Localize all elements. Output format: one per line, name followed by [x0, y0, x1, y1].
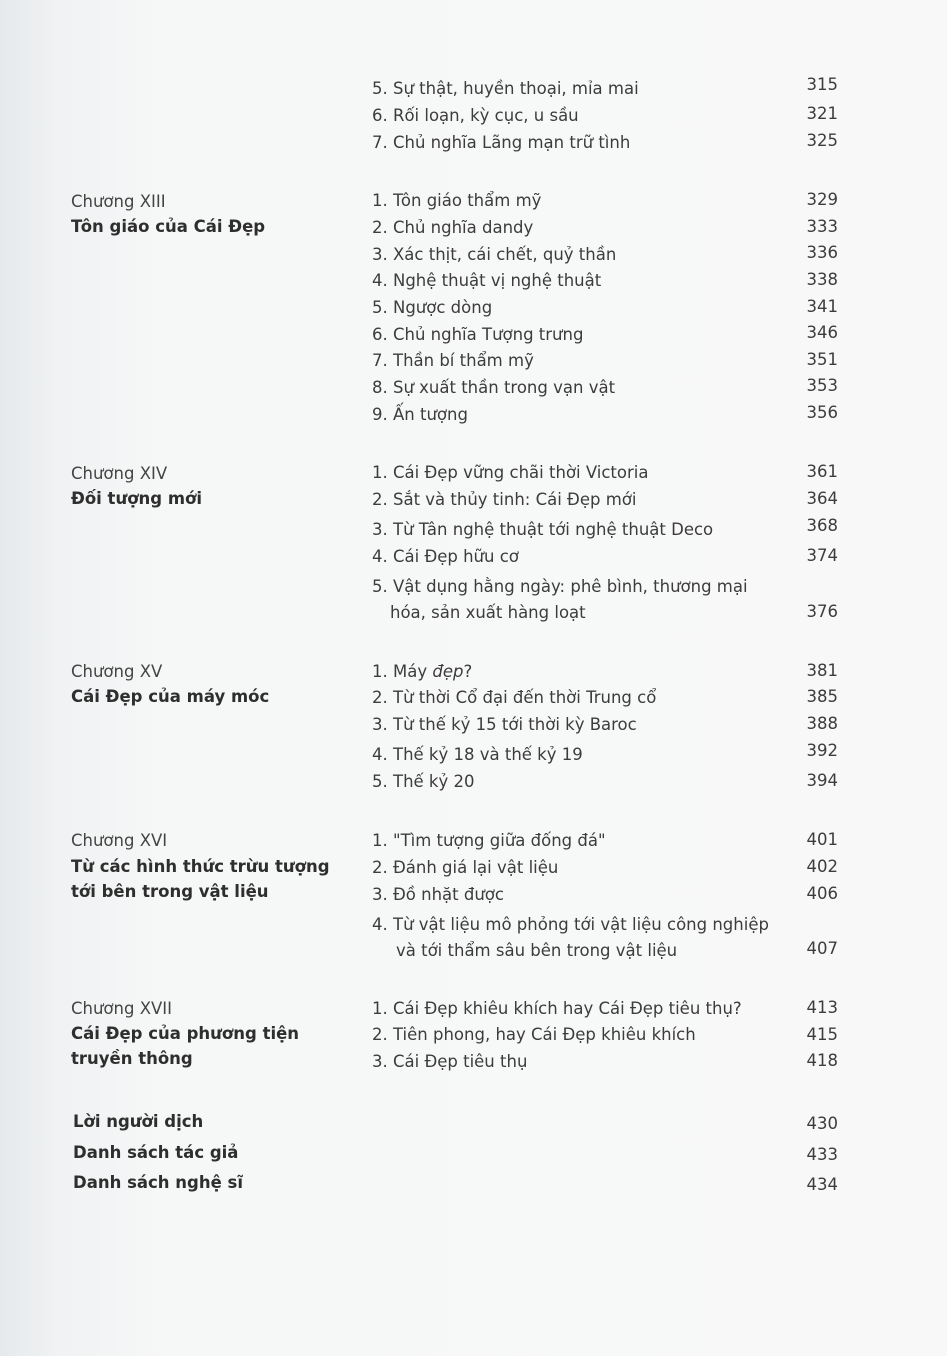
toc-entry: 6. Chủ nghĩa Tượng trưng — [372, 325, 584, 344]
chapter-label: Chương XIV — [71, 464, 168, 483]
toc-entry: 3. Cái Đẹp tiêu thụ — [372, 1052, 528, 1071]
toc-entry: 2. Từ thời Cổ đại đến thời Trung cổ — [372, 688, 657, 707]
toc-entry: 2. Đánh giá lại vật liệu — [372, 858, 559, 877]
toc-page-number: 415 — [806, 1025, 838, 1044]
toc-page-number: 394 — [806, 771, 838, 790]
toc-entry: 7. Thần bí thẩm mỹ — [372, 351, 534, 370]
chapter-title: Tôn giáo của Cái Đẹp — [71, 217, 266, 236]
toc-entry: 7. Chủ nghĩa Lãng mạn trữ tình — [372, 133, 631, 152]
toc-entry — [372, 659, 802, 685]
chapter-title: Cái Đẹp của máy móc — [71, 687, 270, 706]
toc-page-number: 368 — [806, 516, 838, 535]
toc-entry-continuation: và tới thẩm sâu bên trong vật liệu — [396, 941, 678, 960]
toc-page-number: 361 — [806, 462, 838, 481]
toc-page-number: 338 — [806, 270, 838, 289]
chapter-title-line: Cái Đẹp của phương tiện — [71, 1024, 300, 1043]
toc-entry: 2. Tiên phong, hay Cái Đẹp khiêu khích — [372, 1025, 696, 1044]
toc-entry: 1. Cái Đẹp vững chãi thời Victoria — [372, 463, 649, 482]
toc-page-number: 321 — [806, 104, 838, 123]
back-matter-title: Lời người dịch — [73, 1112, 204, 1131]
chapter-title-line: tới bên trong vật liệu — [71, 882, 269, 901]
chapter-label: Chương XIII — [71, 192, 166, 211]
toc-page-number: 430 — [806, 1114, 838, 1133]
toc-entry: 1. Cái Đẹp khiêu khích hay Cái Đẹp tiêu thụ? — [372, 999, 742, 1018]
toc-page-number: 392 — [806, 741, 838, 760]
toc-page-number: 388 — [806, 714, 838, 733]
toc-page-number: 346 — [806, 323, 838, 342]
toc-entry — [372, 574, 802, 626]
chapter-title: Đối tượng mới — [71, 489, 203, 508]
toc-entry: 9. Ấn tượng — [372, 405, 468, 424]
chapter-title — [71, 854, 341, 904]
toc-entry: 3. Từ Tân nghệ thuật tới nghệ thuật Deco — [372, 520, 714, 539]
chapter-label: Chương XVI — [71, 831, 168, 850]
toc-page-number: 433 — [806, 1145, 838, 1164]
toc-page-number: 341 — [806, 297, 838, 316]
toc-page-number: 402 — [806, 857, 838, 876]
toc-entry — [372, 912, 802, 964]
toc-entry: 1. "Tìm tượng giữa đống đá" — [372, 831, 606, 850]
toc-page-number: 325 — [806, 131, 838, 150]
toc-page-number: 336 — [806, 243, 838, 262]
toc-entry: 5. Thế kỷ 20 — [372, 772, 475, 791]
toc-entry-suffix: ? — [463, 662, 473, 681]
toc-entry-continuation: hóa, sản xuất hàng loạt — [390, 603, 586, 622]
toc-entry: 4. Nghệ thuật vị nghệ thuật — [372, 271, 602, 290]
toc-entry: 5. Sự thật, huyền thoại, mỉa mai — [372, 79, 639, 98]
toc-entry: 3. Từ thế kỷ 15 tới thời kỳ Baroc — [372, 715, 637, 734]
toc-page-number: 351 — [806, 350, 838, 369]
toc-entry: 5. Ngược dòng — [372, 298, 493, 317]
toc-page-number: 434 — [806, 1175, 838, 1194]
chapter-title-line: truyền thông — [71, 1049, 193, 1068]
toc-page-number: 315 — [806, 75, 838, 94]
toc-page-number: 413 — [806, 998, 838, 1017]
toc-page-number: 381 — [806, 661, 838, 680]
toc-entry: 3. Đồ nhặt được — [372, 885, 504, 904]
toc-entry: 8. Sự xuất thần trong vạn vật — [372, 378, 616, 397]
chapter-label: Chương XVII — [71, 999, 173, 1018]
back-matter-title: Danh sách nghệ sĩ — [73, 1173, 244, 1192]
toc-entry-line: 5. Vật dụng hằng ngày: phê bình, thương mại — [372, 577, 748, 596]
toc-page-number: 418 — [806, 1051, 838, 1070]
toc-page-number: 376 — [806, 602, 838, 621]
toc-entry-line: 4. Từ vật liệu mô phỏng tới vật liệu công nghiệp — [372, 915, 769, 934]
toc-entry-italic: đẹp — [432, 662, 464, 681]
toc-page-number: 385 — [806, 687, 838, 706]
back-matter-title: Danh sách tác giả — [73, 1143, 239, 1162]
toc-page-number: 406 — [806, 884, 838, 903]
toc-entry: 2. Chủ nghĩa dandy — [372, 218, 534, 237]
toc-page-number: 329 — [806, 190, 838, 209]
toc-entry: 3. Xác thịt, cái chết, quỷ thần — [372, 245, 617, 264]
chapter-label: Chương XV — [71, 662, 163, 681]
toc-page-number: 333 — [806, 217, 838, 236]
toc-entry: 6. Rối loạn, kỳ cục, u sầu — [372, 106, 579, 125]
toc-page-number: 407 — [806, 939, 838, 958]
toc-entry: 2. Sắt và thủy tinh: Cái Đẹp mới — [372, 490, 637, 509]
toc-page-number: 401 — [806, 830, 838, 849]
chapter-title — [71, 1021, 341, 1071]
toc-entry: 1. Tôn giáo thẩm mỹ — [372, 191, 542, 210]
toc-page-number: 364 — [806, 489, 838, 508]
toc-entry: 4. Cái Đẹp hữu cơ — [372, 547, 519, 566]
toc-page-number: 374 — [806, 546, 838, 565]
toc-page-number: 356 — [806, 403, 838, 422]
toc-entry: 4. Thế kỷ 18 và thế kỷ 19 — [372, 745, 583, 764]
chapter-title-line: Từ các hình thức trừu tượng — [71, 857, 330, 876]
toc-entry-prefix: 1. Máy — [372, 662, 433, 681]
toc-page-number: 353 — [806, 376, 838, 395]
